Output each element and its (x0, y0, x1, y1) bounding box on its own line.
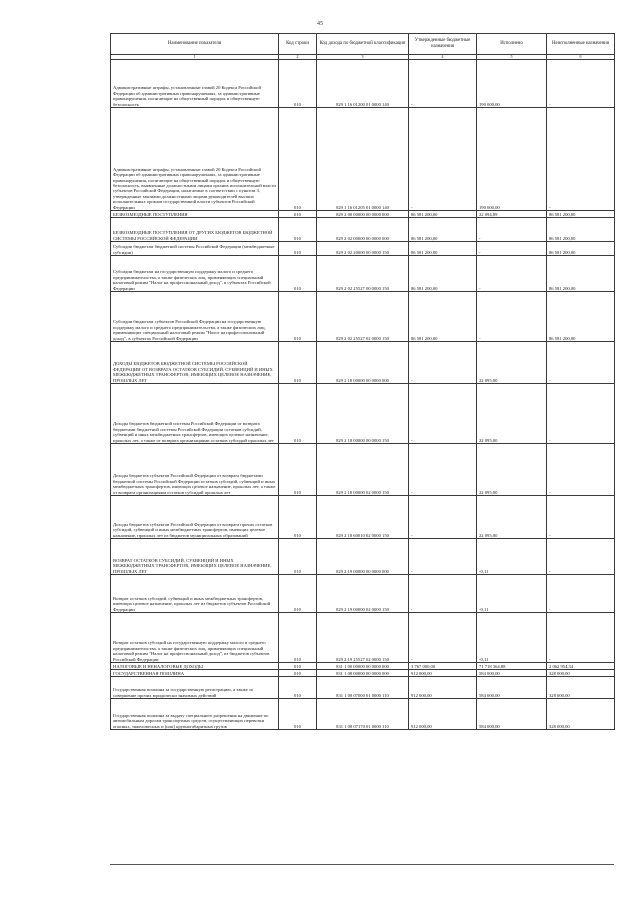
row-unexecuted: 328 000,00 (547, 677, 615, 699)
header-approved: Утвержденные бюджетные назначения (409, 34, 477, 55)
row-name: БЕЗВОЗМЕЗДНЫЕ ПОСТУПЛЕНИЯ ОТ ДРУГИХ БЮДЖЕТОВ БЮДЖЕТНОЙ СИСТЕМЫ РОССИЙСКОЙ ФЕДЕРАЦИИ (111, 218, 279, 242)
row-income-code: 829 2 02 25527 02 0000 150 (317, 292, 409, 342)
row-line-code: 010 (279, 108, 317, 211)
column-number: 5 (477, 55, 547, 60)
row-executed: 22 095,00 (477, 496, 547, 539)
row-executed: 584 000,00 (477, 677, 547, 699)
row-income-code: 831 1 08 00000 00 0000 000 (317, 670, 409, 677)
header-line-code: Код строки (279, 34, 317, 55)
row-name: Доходы бюджетов субъектов Российской Федерации от возврата прочих остатков субсидий, субвенций и иных межбюджетных трансфертов, имеющих целевое назначение, прошлых лет из бюджетов муниципальных образований (111, 496, 279, 539)
row-approved: - (409, 342, 477, 384)
row-name: Административные штрафы, установленные главой 20 Кодекса Российской Федерации об административных правонарушениях, за административные правонарушения, посягающие на общественный порядок и общественную безопасность (111, 60, 279, 108)
row-income-code: 829 2 18 00000 00 0000 150 (317, 384, 409, 444)
row-name: ДОХОДЫ БЮДЖЕТОВ БЮДЖЕТНОЙ СИСТЕМЫ РОССИЙСКОЙ ФЕДЕРАЦИИ ОТ ВОЗВРАТА ОСТАТКОВ СУБСИДИЙ, СУБВЕНЦИЙ И ИНЫХ МЕЖБЮДЖЕТНЫХ ТРАНСФЕРТОВ, ИМЕЮЩИХ ЦЕЛЕВОЕ НАЗНАЧЕНИЕ, ПРОШЛЫХ ЛЕТ (111, 342, 279, 384)
row-approved: - (409, 539, 477, 575)
column-number: 4 (409, 55, 477, 60)
table-row (111, 496, 615, 539)
row-income-code: 829 2 18 00000 02 0000 150 (317, 444, 409, 496)
row-name: Субсидии бюджетам субъектов Российской Федерации на государственную поддержку малого и среднего предпринимательства, а также физических лиц, применяющих специальный налоговый режим "Налог на профессиональный доход", в субъектах Российской Федерации (111, 292, 279, 342)
row-approved: - (409, 108, 477, 211)
row-name: Государственная пошлина за выдачу специального разрешения на движение по автомобильным дорогам транспортных средств, осуществляющих перевозки опасных, тяжеловесных и (или) крупногабаритных грузов (111, 699, 279, 730)
row-line-code: 010 (279, 211, 317, 218)
row-unexecuted: 328 000,00 (547, 699, 615, 730)
row-approved: 912 000,00 (409, 677, 477, 699)
table-row (111, 218, 615, 242)
row-unexecuted: - (547, 575, 615, 613)
row-line-code: 010 (279, 699, 317, 730)
table-row (111, 242, 615, 256)
row-line-code: 010 (279, 670, 317, 677)
row-unexecuted: - (547, 384, 615, 444)
row-income-code: 829 2 19 00000 02 0000 150 (317, 575, 409, 613)
row-name: Доходы бюджетов субъектов Российской Федерации от возврата бюджетами бюджетной системы Российской Федерации остатков субсидий, субвенций и иных межбюджетных трансфертов, имеющих целевое назначение, прошлых лет, а также от возврата организациями остатков субсидий прошлых лет (111, 444, 279, 496)
row-income-code: 829 2 02 25527 00 0000 150 (317, 256, 409, 292)
table-row (111, 384, 615, 444)
row-line-code: 010 (279, 384, 317, 444)
row-income-code: 831 1 00 00000 00 0000 000 (317, 663, 409, 670)
row-unexecuted: 86 581 200,00 (547, 211, 615, 218)
row-unexecuted: 328 000,00 (547, 670, 615, 677)
row-approved: 86 581 200,00 (409, 211, 477, 218)
row-line-code: 010 (279, 444, 317, 496)
row-name: ГОСУДАРСТВЕННАЯ ПОШЛИНА (111, 670, 279, 677)
row-executed: 584 000,00 (477, 670, 547, 677)
header-unexecuted: Неисполненные назначения (547, 34, 615, 55)
row-approved: - (409, 613, 477, 663)
header-income-code: Код дохода по бюджетной классификации (317, 34, 409, 55)
row-executed: - (477, 242, 547, 256)
income-report-table (110, 33, 615, 730)
row-line-code: 010 (279, 242, 317, 256)
row-name: Доходы бюджетов бюджетной системы Российской Федерации от возврата бюджетами бюджетной системы Российской Федерации остатков субсидий, субвенций и иных межбюджетных трансфертов, имеющих целевое назначение, прошлых лет, а также от возврата организациями остатков субсидий прошлых лет (111, 384, 279, 444)
row-unexecuted: 2 062 954,34 (547, 663, 615, 670)
column-number: 3 (317, 55, 409, 60)
row-approved: 86 581 200,00 (409, 292, 477, 342)
row-line-code: 010 (279, 663, 317, 670)
row-executed: -0,11 (477, 613, 547, 663)
row-executed: 22 094,89 (477, 211, 547, 218)
row-unexecuted: 86 581 200,00 (547, 292, 615, 342)
row-approved: 86 581 200,00 (409, 218, 477, 242)
row-income-code: 829 2 19 00000 00 0000 000 (317, 539, 409, 575)
row-executed: 22 095,00 (477, 384, 547, 444)
row-executed: 22 095,00 (477, 444, 547, 496)
row-approved: - (409, 575, 477, 613)
row-income-code: 829 2 02 20000 00 0000 150 (317, 242, 409, 256)
table-row (111, 444, 615, 496)
row-unexecuted: - (547, 613, 615, 663)
row-approved: 3 767 000,00 (409, 663, 477, 670)
row-executed: 584 000,00 (477, 699, 547, 730)
column-number: 1 (111, 55, 279, 60)
row-line-code: 010 (279, 342, 317, 384)
row-line-code: 010 (279, 613, 317, 663)
row-executed: 190 000,00 (477, 60, 547, 108)
header-indicator-name: Наименование показателя (111, 34, 279, 55)
header-executed: Исполнено (477, 34, 547, 55)
table-row (111, 539, 615, 575)
table-row (111, 292, 615, 342)
row-approved: 86 581 200,00 (409, 256, 477, 292)
table-row (111, 256, 615, 292)
table-row (111, 663, 615, 670)
row-name: НАЛОГОВЫЕ И НЕНАЛОГОВЫЕ ДОХОДЫ (111, 663, 279, 670)
row-approved: - (409, 384, 477, 444)
row-name: Субсидии бюджетам бюджетной системы Российской Федерации (межбюджетные субсидии) (111, 242, 279, 256)
row-name: Государственная пошлина за государственную регистрацию, а также за совершение прочих юридически значимых действий (111, 677, 279, 699)
table-row (111, 613, 615, 663)
row-income-code: 831 1 08 07170 01 0000 110 (317, 699, 409, 730)
table-row (111, 60, 615, 108)
row-line-code: 010 (279, 539, 317, 575)
table-row (111, 342, 615, 384)
table-row (111, 211, 615, 218)
row-unexecuted: 86 581 200,00 (547, 242, 615, 256)
row-approved: - (409, 60, 477, 108)
row-name: БЕЗВОЗМЕЗДНЫЕ ПОСТУПЛЕНИЯ (111, 211, 279, 218)
row-approved: 912 000,00 (409, 670, 477, 677)
row-executed: - (477, 218, 547, 242)
page-number: 45 (317, 21, 323, 27)
row-name: Субсидии бюджетам на государственную поддержку малого и среднего предпринимательства, а также физических лиц, применяющих специальный налоговый режим "Налог на профессиональный доход", в субъектах Российской Федерации (111, 256, 279, 292)
row-unexecuted: 86 581 200,00 (547, 218, 615, 242)
row-income-code: 829 1 16 01200 01 0000 140 (317, 60, 409, 108)
row-income-code: 829 1 16 01205 01 0000 140 (317, 108, 409, 211)
row-unexecuted: - (547, 60, 615, 108)
row-approved: 912 000,00 (409, 699, 477, 730)
column-number: 6 (547, 55, 615, 60)
row-unexecuted: - (547, 342, 615, 384)
row-name: Возврат остатков субсидий, субвенций и иных межбюджетных трансфертов, имеющих целевое назначение, прошлых лет из бюджетов субъектов Российской Федерации (111, 575, 279, 613)
row-approved: 86 581 200,00 (409, 242, 477, 256)
row-income-code: 829 2 18 00000 00 0000 000 (317, 342, 409, 384)
row-name: Административные штрафы, установленные главой 20 Кодекса Российской Федерации об административных правонарушениях, за административные правонарушения, посягающие на общественный порядок и общественную безопасность, выявленные должностными лицами органов исполнительной власти субъектов Российской Федерации, налагаемые в соответствии с пунктом 3, утвержденные законами должностными лицами руководителей высших исполнительных органов государственной власти субъектов Российской Федерации (111, 108, 279, 211)
table-header-row (111, 34, 615, 55)
footer-rule (110, 864, 614, 865)
row-name: Возврат остатков субсидий на государственную поддержку малого и среднего предпринимательства, а также физических лиц, применяющих специальный налоговый режим "Налог на профессиональный доход", из бюджетов субъектов Российской Федерации (111, 613, 279, 663)
table-row (111, 699, 615, 730)
table-row (111, 575, 615, 613)
row-executed: - (477, 292, 547, 342)
row-executed: -0,11 (477, 575, 547, 613)
row-line-code: 010 (279, 60, 317, 108)
table-row (111, 108, 615, 211)
table-row (111, 670, 615, 677)
row-line-code: 010 (279, 218, 317, 242)
row-executed: - (477, 256, 547, 292)
row-line-code: 010 (279, 496, 317, 539)
row-executed: 22 095,00 (477, 342, 547, 384)
row-income-code: 831 1 08 07000 01 0000 110 (317, 677, 409, 699)
row-unexecuted: - (547, 108, 615, 211)
row-unexecuted: - (547, 539, 615, 575)
row-executed: -0,11 (477, 539, 547, 575)
table-row (111, 677, 615, 699)
row-line-code: 010 (279, 575, 317, 613)
row-income-code: 829 2 18 60010 02 0000 150 (317, 496, 409, 539)
row-approved: - (409, 444, 477, 496)
row-name: ВОЗВРАТ ОСТАТКОВ СУБСИДИЙ, СУБВЕНЦИЙ И ИНЫХ МЕЖБЮДЖЕТНЫХ ТРАНСФЕРТОВ, ИМЕЮЩИХ ЦЕЛЕВОЕ НАЗНАЧЕНИЕ, ПРОШЛЫХ ЛЕТ (111, 539, 279, 575)
row-unexecuted: - (547, 496, 615, 539)
column-number: 2 (279, 55, 317, 60)
row-line-code: 010 (279, 292, 317, 342)
row-unexecuted: - (547, 444, 615, 496)
row-income-code: 829 2 19 25527 02 0000 150 (317, 613, 409, 663)
row-line-code: 010 (279, 256, 317, 292)
row-line-code: 010 (279, 677, 317, 699)
row-approved: - (409, 496, 477, 539)
row-income-code: 829 2 00 00000 00 0000 000 (317, 211, 409, 218)
row-income-code: 829 2 02 00000 00 0000 000 (317, 218, 409, 242)
row-executed: 71 718 364,88 (477, 663, 547, 670)
row-executed: 190 000,00 (477, 108, 547, 211)
row-unexecuted: 86 581 200,00 (547, 256, 615, 292)
